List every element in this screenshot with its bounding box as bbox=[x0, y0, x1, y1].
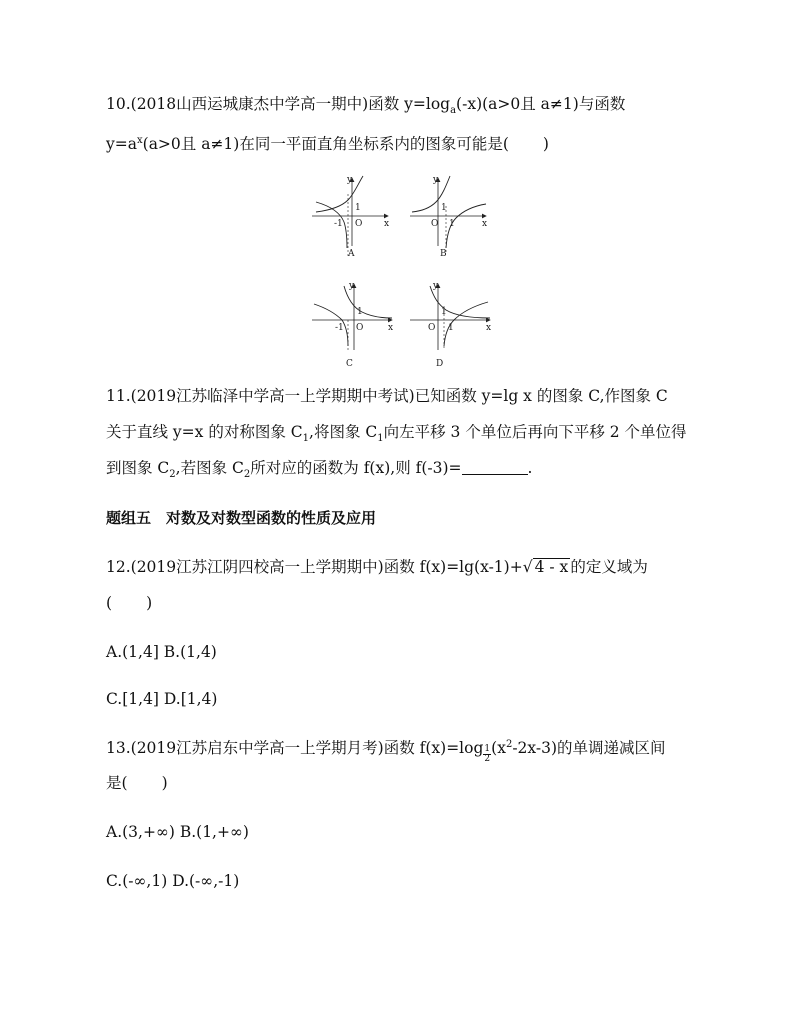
q13-text-c: -2x-3)的单调递减区间 bbox=[512, 739, 666, 758]
q13-g: g bbox=[473, 739, 484, 758]
q11-period: . bbox=[527, 459, 533, 477]
q13-text-b: (x bbox=[491, 739, 506, 758]
graph-b bbox=[406, 172, 506, 264]
q12-paren-open: ( bbox=[106, 594, 113, 612]
q13-options-cd[interactable]: C.(-∞,1) D.(-∞,-1) bbox=[106, 872, 240, 890]
q12-line2 bbox=[106, 593, 152, 613]
tick-one: 1 bbox=[355, 203, 361, 213]
curve-exp bbox=[430, 286, 490, 318]
origin-label: O bbox=[428, 323, 436, 333]
q10-line2 bbox=[106, 131, 549, 154]
axis-y-label: y bbox=[347, 175, 353, 185]
frac-denominator: 2 bbox=[484, 754, 491, 765]
q12-line1 bbox=[106, 557, 648, 577]
origin-label: O bbox=[356, 323, 364, 333]
q13-text-2a: 是( bbox=[106, 774, 128, 792]
q12-options-cd[interactable]: C.[1,4] D.[1,4) bbox=[106, 690, 218, 708]
axis-x-label: x bbox=[388, 323, 394, 333]
graph-d bbox=[406, 280, 506, 372]
q10-line2-rest: (a>0且 a≠1)在同一平面直角坐标系内的图象可能是( bbox=[142, 135, 509, 154]
graph-label: D bbox=[436, 359, 444, 369]
q10-text-b: (-x)(a>0且 a≠1)与函数 bbox=[456, 95, 626, 113]
q10-text-a: 10.(2018山西运城康杰中学高一期中)函数 y=log bbox=[106, 95, 451, 113]
axis-y-label: y bbox=[433, 175, 439, 185]
axis-x-label: x bbox=[482, 219, 488, 229]
tick-one: 1 bbox=[441, 307, 447, 317]
tick-one: 1 bbox=[441, 203, 447, 213]
q13-square: 2 bbox=[505, 739, 513, 750]
section-heading: 题组五 对数及对数型函数的性质及应用 bbox=[106, 509, 377, 527]
origin-label: O bbox=[431, 219, 439, 229]
q10-exp: x bbox=[137, 135, 143, 146]
q13-line1 bbox=[106, 735, 666, 764]
q13-line2 bbox=[106, 773, 168, 793]
graph-c bbox=[308, 280, 408, 372]
q13-options-ab[interactable]: A.(3,+∞) B.(1,+∞) bbox=[106, 823, 249, 841]
tick-x1: 1 bbox=[449, 219, 455, 229]
q11-sub-c1b: 1 bbox=[377, 433, 384, 445]
q11-text-3a: 到图象 C bbox=[106, 459, 170, 477]
q10-line1 bbox=[106, 94, 625, 121]
q13-text-a: 13.(2019江苏启东中学高一上学期月考)函数 f(x)=lo bbox=[106, 739, 474, 758]
axis-x-label: x bbox=[486, 323, 492, 333]
q11-line2 bbox=[106, 422, 687, 449]
graph-label: A bbox=[348, 249, 355, 259]
answer-blank[interactable] bbox=[462, 460, 528, 475]
tick-neg: -1 bbox=[335, 323, 344, 333]
q11-text-2a: 关于直线 y=x 的对称图象 C bbox=[106, 423, 303, 441]
q12-paren-close: ) bbox=[146, 594, 153, 612]
q11-line1 bbox=[106, 386, 668, 406]
q10-log-base: a bbox=[450, 105, 457, 117]
q12-text-a: 12.(2019江苏江阴四校高一上学期期中)函数 f(x)=lg(x-1)+ bbox=[106, 558, 523, 576]
q11-sub-c2b: 2 bbox=[243, 469, 251, 481]
axis-y-label: y bbox=[433, 281, 439, 291]
q11-text-3b: ,若图象 C bbox=[175, 459, 244, 477]
axis-x-label: x bbox=[384, 219, 390, 229]
graph-a bbox=[308, 172, 408, 264]
q11-text-2b: ,将图象 C bbox=[309, 423, 378, 441]
q12-text-b: 的定义域为 bbox=[570, 558, 648, 576]
origin-label: O bbox=[355, 219, 363, 229]
q11-sub-c1a: 1 bbox=[302, 433, 310, 445]
q11-text-2c: 向左平移 3 个单位后再向下平移 2 个单位得 bbox=[383, 423, 687, 441]
q11-line3 bbox=[106, 458, 532, 485]
q11-sub-c2a: 2 bbox=[169, 469, 176, 481]
log-base-fraction bbox=[483, 745, 491, 764]
graph-label: C bbox=[346, 359, 353, 369]
tick-neg: -1 bbox=[334, 219, 343, 229]
sqrt-symbol: √ bbox=[522, 558, 533, 576]
q13-paren-close: ) bbox=[161, 774, 168, 792]
tick-x1: 1 bbox=[448, 323, 454, 333]
axis-y-label: y bbox=[349, 281, 355, 291]
q11-text-3c: 所对应的函数为 f(x),则 f(-3)= bbox=[250, 459, 462, 477]
frac-numerator: 1 bbox=[484, 744, 491, 755]
q10-paren-close: ) bbox=[542, 135, 549, 154]
q11-text-1: 11.(2019江苏临泽中学高一上学期期中考试)已知函数 y=lg x 的图象 C,作图象 C bbox=[106, 387, 668, 405]
graph-label: B bbox=[440, 249, 447, 259]
q10-line2-pre: y=a bbox=[106, 135, 137, 154]
q12-options-ab[interactable]: A.(1,4] B.(1,4) bbox=[106, 643, 217, 661]
tick-one: 1 bbox=[357, 307, 363, 317]
sqrt-radicand: 4 - x bbox=[534, 558, 569, 576]
